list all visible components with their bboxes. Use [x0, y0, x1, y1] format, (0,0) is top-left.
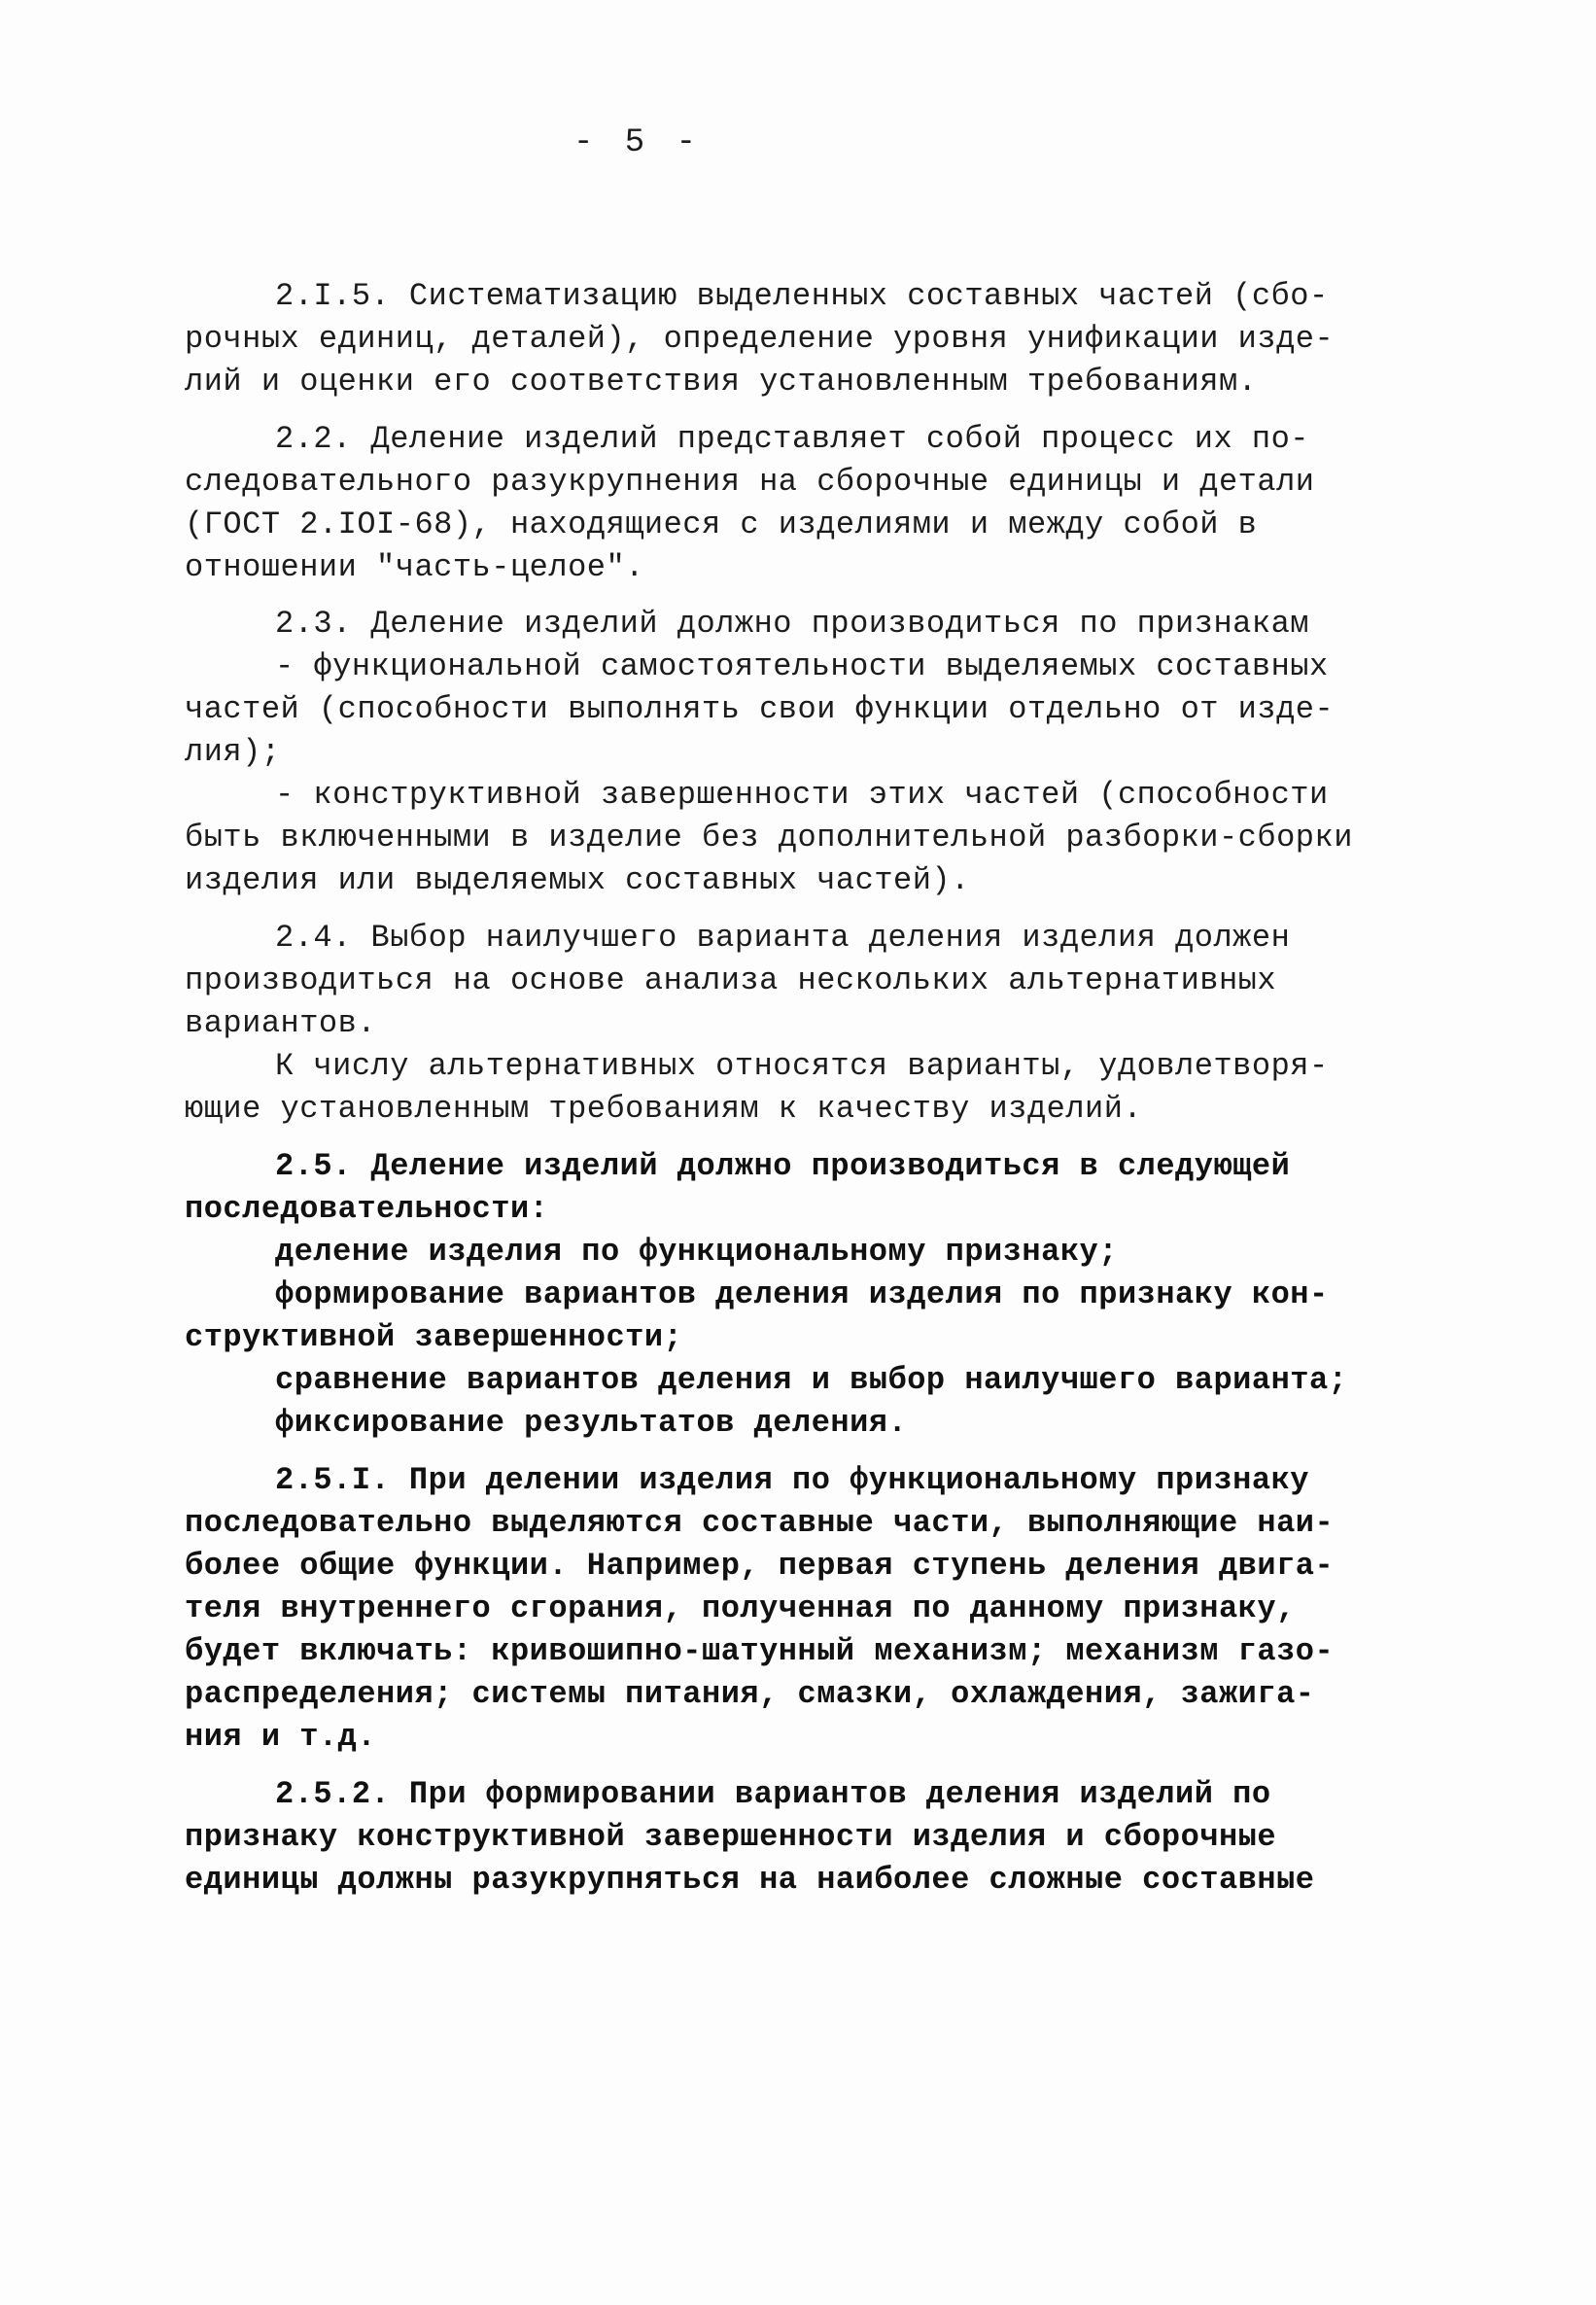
text-line: более общие функции. Например, первая ступень деления двига- — [185, 1548, 1335, 1584]
text-line: 2.5. Деление изделий должно производиться в следующей — [275, 1148, 1291, 1184]
text-line: быть включенными в изделие без дополнительной разборки-сборки — [185, 820, 1353, 856]
text-line: фиксирование результатов деления. — [275, 1405, 908, 1441]
text-line: отношении "часть-целое". — [185, 549, 644, 585]
text-line: сравнение вариантов деления и выбор наилучшего варианта; — [275, 1362, 1348, 1398]
text-line: К числу альтернативных относятся варианты, удовлетворя- — [275, 1048, 1329, 1084]
text-line: распределения; системы питания, смазки, охлаждения, зажига- — [185, 1676, 1315, 1712]
text-line: ющие установленным требованиям к качеству изделий. — [185, 1091, 1143, 1127]
text-line: 2.I.5. Систематизацию выделенных составных частей (сбо- — [275, 278, 1329, 314]
text-line: формирование вариантов деления изделия по признаку кон- — [275, 1276, 1329, 1312]
text-line: последовательно выделяются составные части, выполняющие наи- — [185, 1505, 1335, 1541]
text-line: последовательности: — [185, 1191, 549, 1227]
text-line: теля внутреннего сгорания, полученная по данному признаку, — [185, 1590, 1296, 1626]
text-line: (ГОСТ 2.IOI-68), находящиеся с изделиями и между собой в — [185, 506, 1258, 542]
text-line: - функциональной самостоятельности выделяемых составных — [275, 648, 1329, 684]
text-line: единицы должны разукрупняться на наиболее сложные составные — [185, 1862, 1315, 1898]
text-line: следовательного разукрупнения на сборочные единицы и детали — [185, 464, 1315, 500]
text-line: лия); — [185, 734, 281, 770]
text-line: лий и оценки его соответствия установленным требованиям. — [185, 364, 1258, 400]
text-line: деление изделия по функциональному признаку; — [275, 1234, 1118, 1270]
text-line: - конструктивной завершенности этих частей (способности — [275, 777, 1329, 813]
text-line: структивной завершенности; — [185, 1319, 683, 1355]
text-line: ния и т.д. — [185, 1719, 377, 1755]
text-line: производиться на основе анализа нескольких альтернативных — [185, 962, 1277, 998]
page-number: - 5 - — [573, 124, 703, 161]
text-line: вариантов. — [185, 1005, 377, 1041]
text-line: 2.5.2. При формировании вариантов деления изделий по — [275, 1776, 1271, 1812]
text-line: изделия или выделяемых составных частей). — [185, 862, 970, 898]
text-line: 2.4. Выбор наилучшего варианта деления изделия должен — [275, 920, 1291, 956]
text-line: будет включать: кривошипно-шатунный механизм; механизм газо- — [185, 1633, 1335, 1669]
text-line: рочных единиц, деталей), определение уровня унификации изде- — [185, 321, 1335, 357]
text-line: признаку конструктивной завершенности изделия и сборочные — [185, 1819, 1277, 1855]
text-line: 2.5.I. При делении изделия по функциональному признаку — [275, 1462, 1309, 1498]
text-line: 2.2. Деление изделий представляет собой процесс их по- — [275, 421, 1309, 457]
text-line: 2.3. Деление изделий должно производиться по признакам — [275, 606, 1309, 642]
text-line: частей (способности выполнять свои функции отдельно от изде- — [185, 691, 1335, 727]
